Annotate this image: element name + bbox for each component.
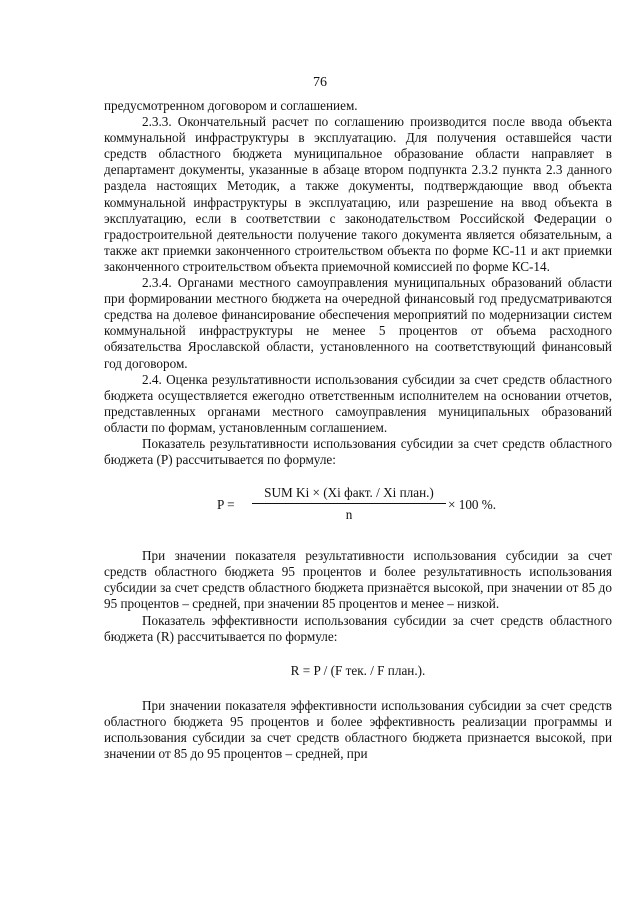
paragraph-p-thresholds: При значении показателя результативности использования субсидии за счет средств областного бюджета 95 процентов и более результативность использования субсидии за счет средств областного бюджета признаётся высокой, при значении от 85 до 95 процентов – средней, при значении 85 процентов и менее – низкой.: [104, 548, 612, 612]
formula-efficiency-r: R = P / (F тек. / F план.).: [290, 662, 426, 678]
paragraph-2-3-3: 2.3.3. Окончательный расчет по соглашению производится после ввода объекта коммунальной инфраструктуры в эксплуатацию. Для получения оставшейся части средств областного бюджета муниципальное образование области направляет в департамент документы, указанные в абзаце втором подпункта 2.3.2 пункта 2.3 данного раздела настоящих Методик, а также документы, подтверждающие ввод объекта коммунальной инфраструктуры в эксплуатацию, или разрешение на ввод объекта в эксплуатацию, если в соответствии с законодательством Российской Федерации о градостроительной деятельности получение такого документа является обязательным, а также акт приемки законченного строительством объекта по форме КС-11 и акт приемки законченного строительством объекта приемочной комиссией по форме КС-14.: [104, 114, 612, 274]
formula-rhs: × 100 %.: [448, 497, 497, 513]
paragraph-r-thresholds: При значении показателя эффективности использования субсидии за счет средств областного бюджета 95 процентов и более эффективность реализации программы и использования субсидии за счет средств областного бюджета признается высокой, при значении от 85 до 95 процентов – средней, при: [104, 697, 612, 762]
fraction-bar: [252, 503, 446, 504]
formula-numerator: SUM Ki × (Xi факт. / Xi план.): [264, 485, 434, 501]
paragraph-p-formula-intro: Показатель результативности использования субсидии за счет средств областного бюджета (P) рассчитывается по формуле:: [104, 435, 612, 468]
paragraph-2-3-4: 2.3.4. Органами местного самоуправления муниципальных образований области при формировании местного бюджета на очередной финансовый год предусматриваются средства на долевое финансирование обеспечения мероприятий по модернизации систем коммунальной инфраструктуры не менее 5 процентов от объема расходного обязательства Ярославской области, установленного на соответствующий финансовый год договором.: [104, 275, 612, 371]
paragraph-r-formula-intro: Показатель эффективности использования субсидии за счет средств областного бюджета (R) рассчитывается по формуле:: [104, 612, 612, 644]
paragraph-continuation: предусмотренном договором и соглашением.: [104, 98, 358, 113]
page-number: 76: [313, 75, 327, 90]
formula-effectiveness-p: [104, 485, 612, 525]
formula-lhs: P =: [217, 497, 235, 513]
document-body: [104, 98, 612, 762]
formula-denominator: n: [345, 507, 353, 523]
paragraph-2-4: 2.4. Оценка результативности использования субсидии за счет средств областного бюджета осуществляется ежегодно ответственным исполнителем на основании отчетов, представленных органами местного самоуправления муниципальных образований области по формам, установленным соглашением.: [104, 371, 612, 435]
